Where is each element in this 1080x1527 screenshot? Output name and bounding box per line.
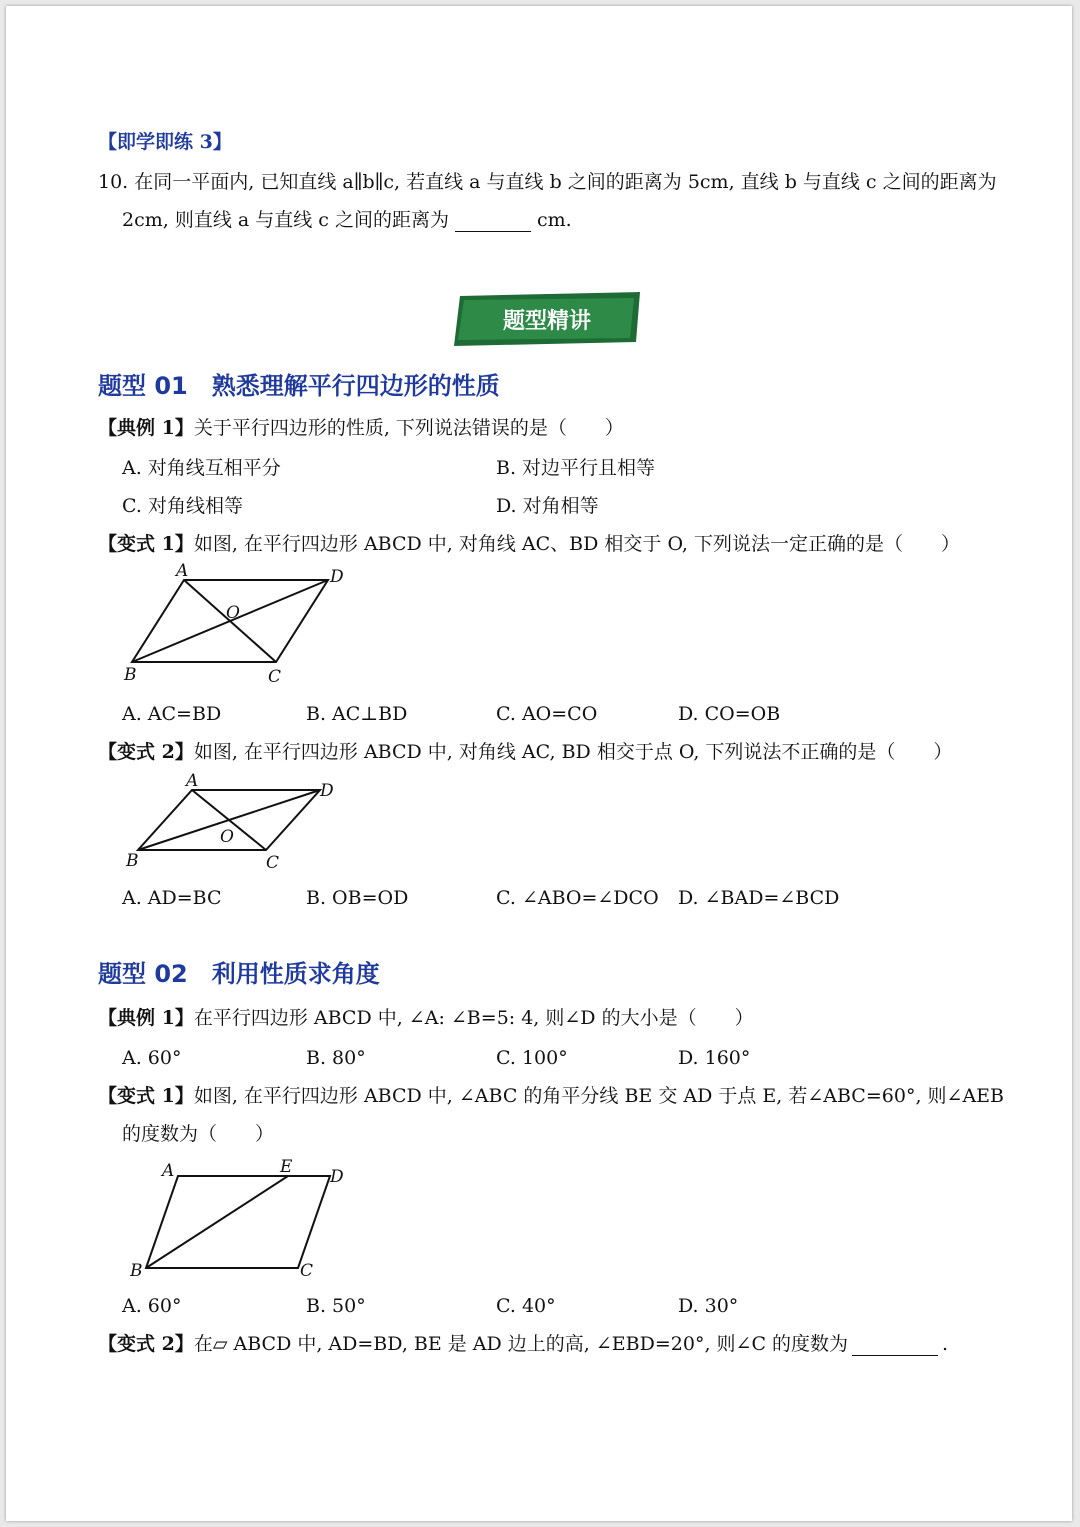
type01-variant2 xyxy=(98,740,952,764)
question-10-line2 xyxy=(122,208,572,232)
example-tag: 【典例 1】 xyxy=(98,417,194,439)
option-a[interactable]: A. AC=BD xyxy=(122,703,222,725)
question-10-unit: cm. xyxy=(536,209,572,231)
type02-variant2 xyxy=(98,1332,948,1356)
label-o: O xyxy=(226,603,240,623)
type01-title: 题型 01 熟悉理解平行四边形的性质 xyxy=(98,372,500,400)
variant-text: 如图, 在平行四边形 ABCD 中, ∠ABC 的角平分线 BE 交 AD 于点 E, 若∠ABC=60°, 则∠AEB xyxy=(193,1085,1004,1107)
label-e: E xyxy=(280,1157,293,1177)
label-c: C xyxy=(268,667,282,687)
banner-label: 题型精讲 xyxy=(502,309,591,334)
label-a: A xyxy=(176,562,189,581)
example-tag: 【典例 1】 xyxy=(98,1007,194,1029)
option-c[interactable]: C. 40° xyxy=(496,1295,556,1317)
option-b[interactable]: B. 对边平行且相等 xyxy=(496,457,656,479)
example-text: 关于平行四边形的性质, 下列说法错误的是（ ） xyxy=(193,417,624,439)
label-c: C xyxy=(300,1261,314,1281)
variant-tag: 【变式 1】 xyxy=(98,1085,194,1107)
option-b[interactable]: B. AC⊥BD xyxy=(306,703,408,725)
option-a[interactable]: A. 对角线互相平分 xyxy=(122,457,281,479)
practice-header: 【即学即练 3】 xyxy=(98,131,232,153)
parallelogram-figure-1 xyxy=(116,562,376,692)
question-10-text: 2cm, 则直线 a 与直线 c 之间的距离为 xyxy=(122,209,449,231)
option-d[interactable]: D. 对角相等 xyxy=(496,495,599,517)
parallelogram-abcd xyxy=(146,1176,330,1268)
option-c[interactable]: C. 对角线相等 xyxy=(122,495,243,517)
example-text: 在平行四边形 ABCD 中, ∠A: ∠B=5: 4, 则∠D 的大小是（ ） xyxy=(193,1007,754,1029)
question-10-line1: 10. 在同一平面内, 已知直线 a∥b∥c, 若直线 a 与直线 b 之间的距离为 5cm, 直线 b 与直线 c 之间的距离为 xyxy=(98,171,997,193)
option-d[interactable]: D. CO=OB xyxy=(678,703,781,725)
variant-tag: 【变式 2】 xyxy=(98,1333,194,1355)
variant-tag: 【变式 1】 xyxy=(98,533,194,555)
label-o: O xyxy=(220,827,234,847)
variant-text: 在▱ ABCD 中, AD=BD, BE 是 AD 边上的高, ∠EBD=20°, 则∠C 的度数为 xyxy=(193,1333,849,1355)
variant-text: 如图, 在平行四边形 ABCD 中, 对角线 AC、BD 相交于 O, 下列说法一定正确的是（ ） xyxy=(193,533,961,555)
variant-text: 如图, 在平行四边形 ABCD 中, 对角线 AC, BD 相交于点 O, 下列说法不正确的是（ ） xyxy=(193,741,953,763)
parallelogram-figure-2 xyxy=(116,772,356,872)
worksheet-page xyxy=(6,6,1072,1521)
label-b: B xyxy=(124,665,137,685)
option-d[interactable]: D. ∠BAD=∠BCD xyxy=(678,887,840,909)
option-a[interactable]: A. AD=BC xyxy=(122,887,222,909)
parallelogram-figure-3 xyxy=(116,1156,366,1286)
option-b[interactable]: B. OB=OD xyxy=(306,887,409,909)
option-a[interactable]: A. 60° xyxy=(122,1295,182,1317)
option-c[interactable]: C. AO=CO xyxy=(496,703,598,725)
label-c: C xyxy=(266,853,280,872)
label-d: D xyxy=(330,567,344,587)
label-a: A xyxy=(162,1161,175,1181)
label-d: D xyxy=(320,781,334,801)
segment-be xyxy=(146,1176,288,1268)
type02-title: 题型 02 利用性质求角度 xyxy=(98,960,380,988)
type02-variant1-line2: 的度数为（ ） xyxy=(122,1123,275,1145)
option-d[interactable]: D. 160° xyxy=(678,1047,751,1069)
end-period: . xyxy=(942,1333,949,1355)
label-a: A xyxy=(186,772,199,791)
label-d: D xyxy=(330,1167,344,1187)
type01-variant1 xyxy=(98,532,960,556)
type02-variant1 xyxy=(98,1084,1004,1108)
option-d[interactable]: D. 30° xyxy=(678,1295,739,1317)
option-c[interactable]: C. ∠ABO=∠DCO xyxy=(496,887,659,909)
option-b[interactable]: B. 50° xyxy=(306,1295,366,1317)
type02-example1 xyxy=(98,1006,754,1030)
variant-tag: 【变式 2】 xyxy=(98,741,194,763)
label-b: B xyxy=(130,1261,143,1281)
label-b: B xyxy=(126,851,139,871)
option-a[interactable]: A. 60° xyxy=(122,1047,182,1069)
option-c[interactable]: C. 100° xyxy=(496,1047,568,1069)
section-banner xyxy=(454,292,640,346)
option-b[interactable]: B. 80° xyxy=(306,1047,366,1069)
answer-blank[interactable] xyxy=(455,213,531,232)
answer-blank[interactable] xyxy=(852,1337,938,1356)
type01-example1 xyxy=(98,416,624,440)
